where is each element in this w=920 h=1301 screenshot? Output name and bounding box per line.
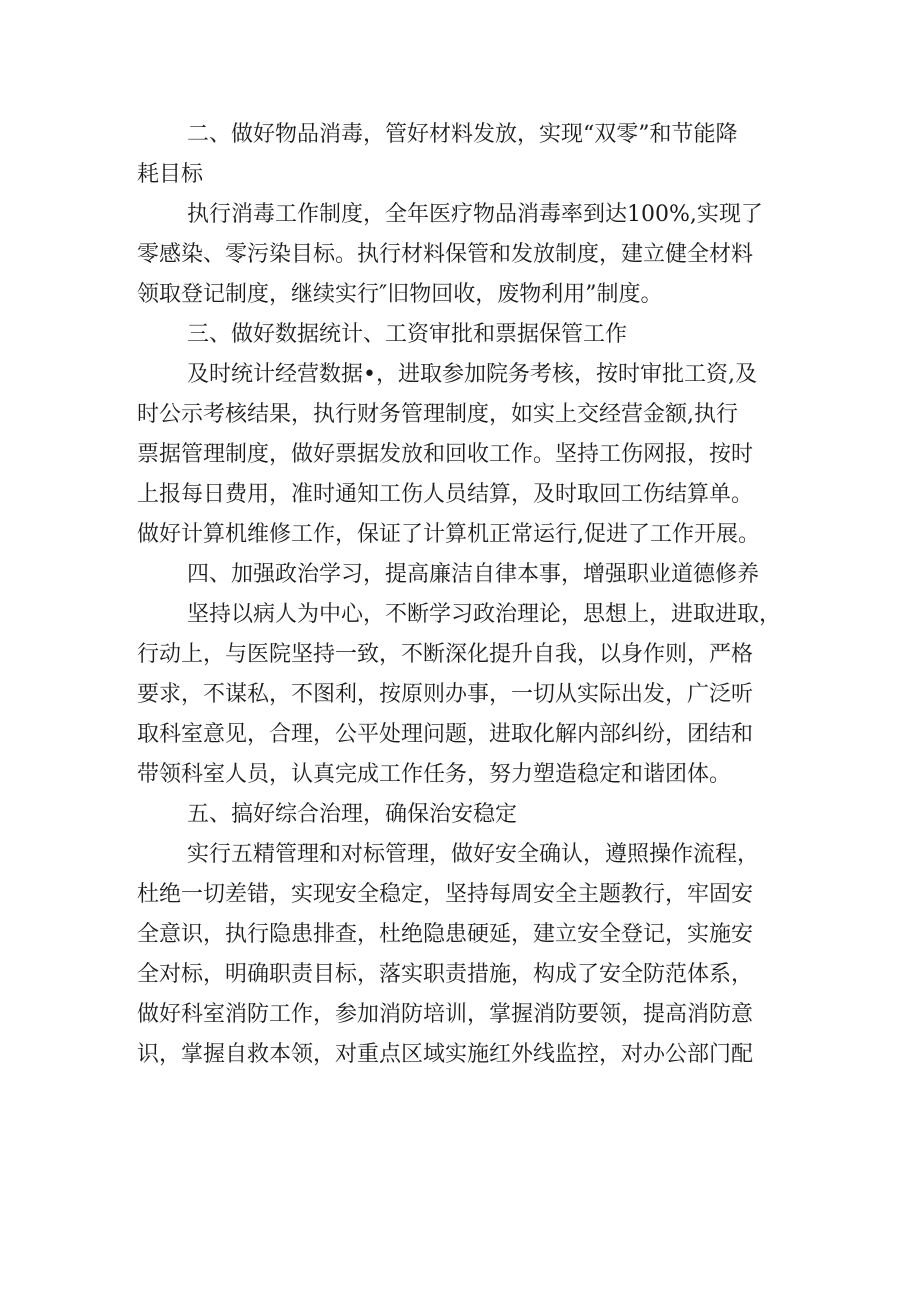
body-line: 实行五精管理和对标管理，做好安全确认，遵照操作流程，	[187, 842, 760, 867]
body-line: 上报每日费用，准时通知工伤人员结算，及时取回工伤结算单。	[137, 482, 754, 507]
body-line: 要求，不谋私，不图利，按原则办事，一切从实际出发，广泛听	[137, 682, 754, 707]
heading-line: 耗目标	[137, 162, 204, 187]
body-line: 坚持以病人为中心，不断学习政治理论，思想上，进取进取，	[187, 602, 782, 627]
body-line: 全对标，明确职责目标，落实职责措施，构成了安全防范体系，	[137, 962, 754, 987]
document-body	[137, 115, 787, 1075]
body-line: 及时统计经营数据•，进取参加院务考核，按时审批工资,及	[187, 362, 757, 387]
heading-line: 四、加强政治学习，提高廉洁自律本事，增强职业道德修养	[187, 562, 760, 587]
section-body-5	[137, 835, 787, 1075]
body-line: 识，掌握自救本领，对重点区域实施红外线监控，对办公部门配	[137, 1042, 754, 1067]
body-line: 带领科室人员，认真完成工作任务，努力塑造稳定和谐团体。	[137, 762, 732, 787]
heading-line: 五、搞好综合治理，确保治安稳定	[187, 802, 518, 827]
heading-line: 二、做好物品消毒，管好材料发放，实现“双零”和节能降	[187, 122, 738, 147]
body-line: 做好计算机维修工作，保证了计算机正常运行,促进了工作开展。	[137, 522, 760, 547]
body-line: 做好科室消防工作，参加消防培训，掌握消防要领，提高消防意	[137, 1002, 754, 1027]
body-line: 行动上，与医院坚持一致，不断深化提升自我，以身作则，严格	[137, 642, 754, 667]
body-line: 领取登记制度，继续实行″旧物回收，废物利用”制度。	[137, 282, 663, 307]
body-line: 杜绝一切差错，实现安全稳定，坚持每周安全主题教行，牢固安	[137, 882, 754, 907]
body-line: 全意识，执行隐患排查，杜绝隐患硬延，建立安全登记，实施安	[137, 922, 754, 947]
section-body-2	[137, 195, 787, 315]
body-line: 票据管理制度，做好票据发放和回收工作。坚持工伤网报，按时	[137, 442, 754, 467]
body-line: 取科室意见，合理，公平处理问题，进取化解内部纠纷，团结和	[137, 722, 754, 747]
section-heading-3	[137, 315, 787, 355]
section-heading-4	[137, 555, 787, 595]
body-line: 时公示考核结果，执行财务管理制度，如实上交经营金额,执行	[137, 402, 738, 427]
heading-line: 三、做好数据统计、工资审批和票据保管工作	[187, 322, 628, 347]
body-line: 零感染、零污染目标。执行材料保管和发放制度，建立健全材料	[137, 242, 754, 267]
section-heading-5	[137, 795, 787, 835]
body-line: 执行消毒工作制度，全年医疗物品消毒率到达100%,实现了	[187, 202, 763, 227]
section-body-4	[137, 595, 787, 795]
section-heading-2	[137, 115, 787, 195]
section-body-3	[137, 355, 787, 555]
